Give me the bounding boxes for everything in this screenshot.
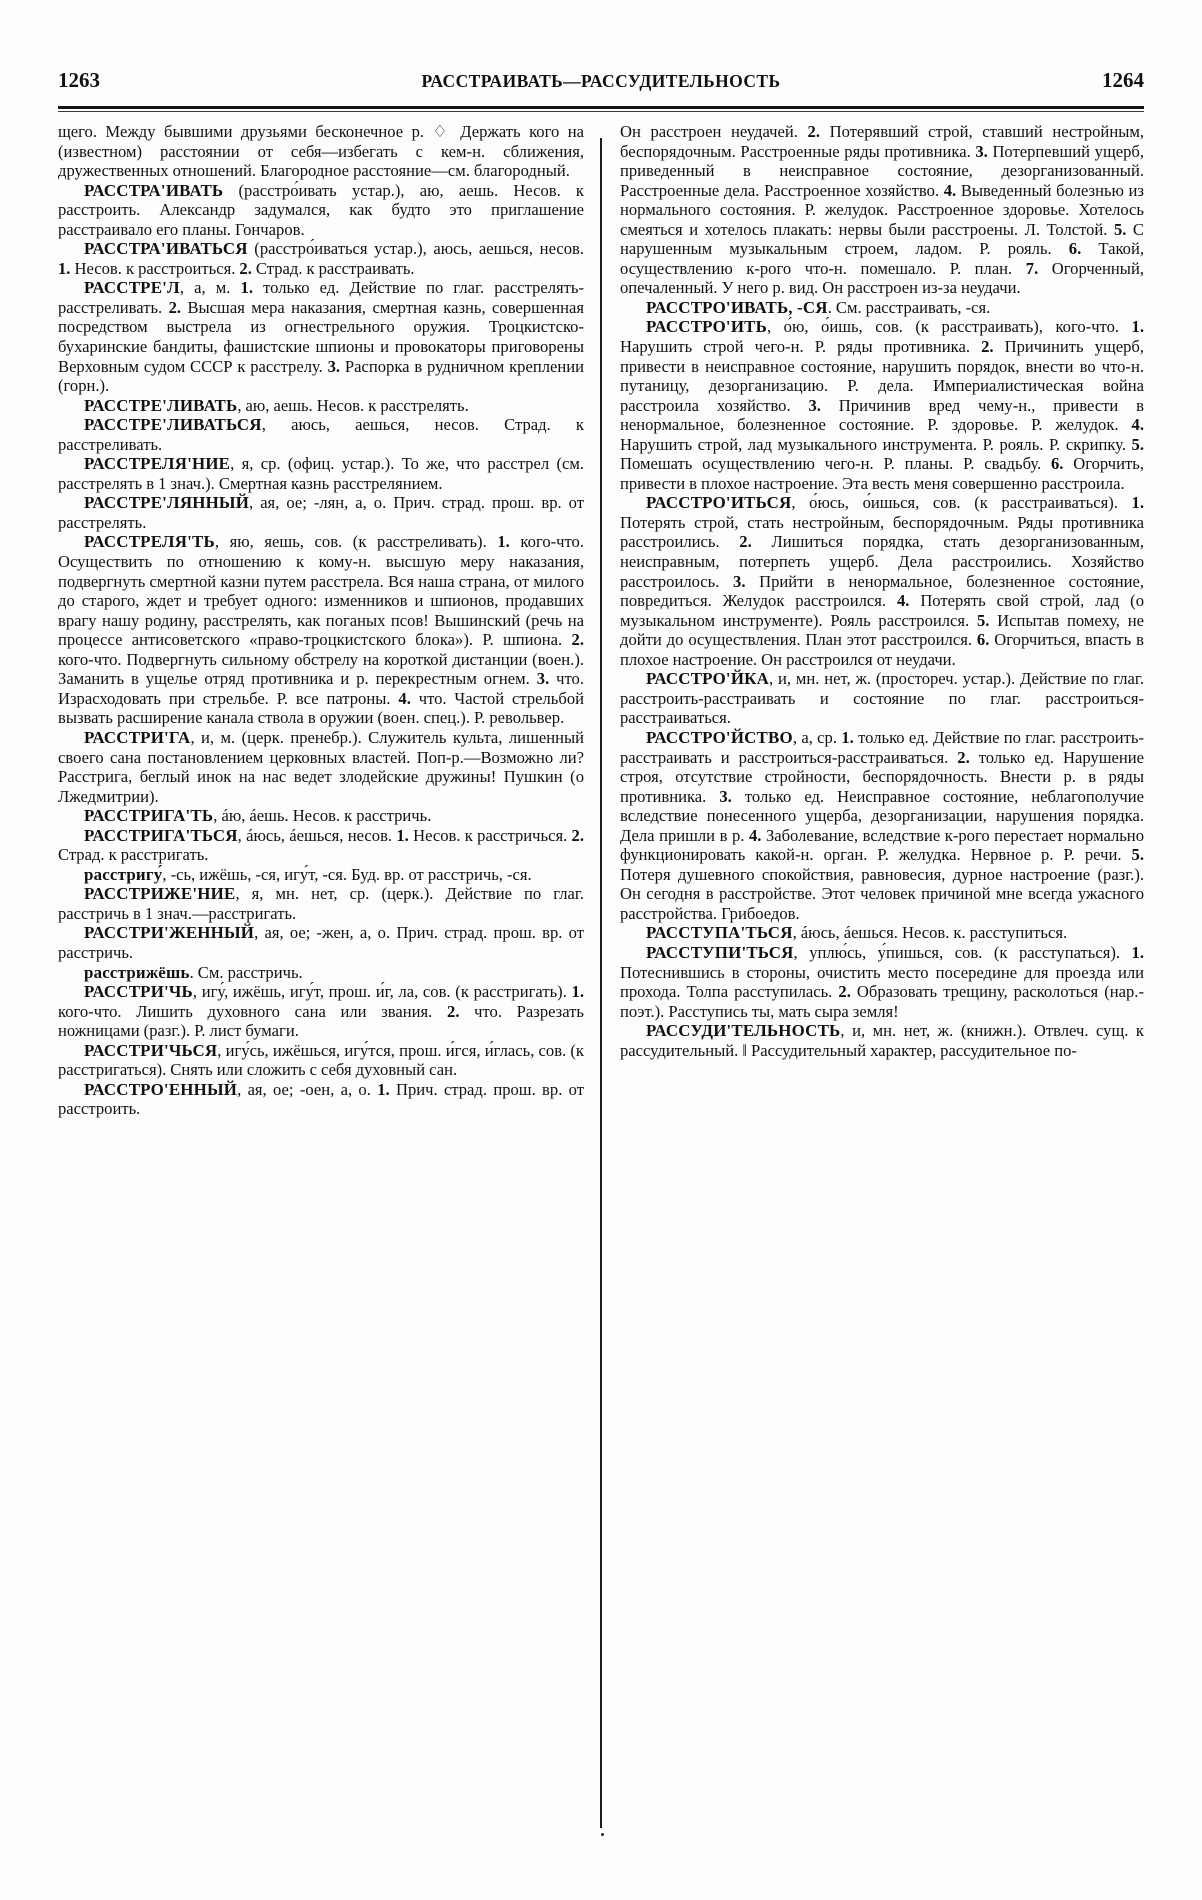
dictionary-entry: РАССТРЕ'Л, а, м. 1. только ед. Действие по глаг. расстрелять-расстреливать. 2. Высшая мера наказания, смертная казнь, совершенная посредством выстрела из огнестрельного оружия. Троцкистско-бухаринские бандиты, фашистские шпионы и провокаторы приговорены Верховным судом СССР к расстрелу. 3. Распорка в рудничном креплении (горн.). (58, 278, 584, 396)
header-rule-thick (58, 106, 1144, 109)
dictionary-entry: РАССТРО'ИТЬ, о́ю, о́ишь, сов. (к расстраивать), кого-что. 1. Нарушить строй чего-н. Р. ряды противника. 2. Причинить ущерб, привести в неисправное состояние, нарушить порядок, внести во что-н. путаницу, дезорганизацию. Р. дела. Империалистическая война расстроила хозяйство. 3. Причинив вред чему-н., привести в ненормальное, болезненное состояние. Р. здоровье. Р. желудок. 4. Нарушить строй, лад музыкального инструмента. Р. рояль. Р. скрипку. 5. Помешать осуществлению чего-н. Р. планы. Р. свадьбу. 6. Огорчить, привести в плохое настроение. Эта весть меня совершенно расстроила. (620, 317, 1145, 493)
running-title: РАССТРАИВАТЬ—РАССУДИТЕЛЬНОСТЬ (421, 71, 781, 91)
dictionary-entry: РАССТРЕ'ЛИВАТЬ, аю, аешь. Несов. к расстрелять. (84, 395, 469, 415)
dictionary-entry: РАССТРО'ЙСТВО, а, ср. 1. только ед. Действие по глаг. расстроить-расстраивать и расстроиться-расстраиваться. 2. только ед. Нарушение строя, отсутствие стройности, беспорядочность. Внести р. в ряды противника. 3. только ед. Неисправное состояние, неблагополучие вследствие понесенного ущерба, дезорганизации, нарушения порядка. Дела пришли в р. 4. Заболевание, вследствие к-рого перестает нормально функционировать какой-н. орган. Р. желудка. Нервное р. Р. речи. 5. Потеря душевного спокойствия, равновесия, дурное настроение (разг.). Он сегодня в расстройстве. Этот человек причиной мне всегда ужасного расстройства. Грибоедов. (620, 727, 1144, 923)
dictionary-entry: РАССТРЕ'ЛИВАТЬСЯ, аюсь, аешься, несов. Страд. к расстреливать. (58, 415, 584, 454)
scan-artifact-dot (601, 1833, 604, 1836)
folio-left: 1263 (58, 68, 100, 92)
dictionary-entry: РАССТРИ'ГА, и, м. (церк. пренебр.). Служитель культа, лишенный своего сана постановлением церковных властей. Поп-р.—Возможно ли? Расстрига, беглый инок на нас ведет злодейские дружины! Пушкин (о Лжедмитрии). (58, 727, 584, 806)
dictionary-entry: РАССТРО'ЙКА, и, мн. нет, ж. (простореч. устар.). Действие по глаг. расстроить-расстраивать и состояние по глаг. расстроиться-расстраиваться. (620, 669, 1144, 728)
dictionary-entry: РАССТРО'ЕННЫЙ, ая, ое; -оен, а, о. 1. Прич. страд. прош. вр. от расстроить. (58, 1079, 584, 1119)
dictionary-entry: РАССТРА'ИВАТЬСЯ (расстро́иваться устар.), аюсь, аешься, несов. 1. Несов. к расстроиться. 2. Страд. к расстраивать. (58, 239, 584, 278)
dictionary-entry: РАССТРИГА'ТЬ, áю, áешь. Несов. к расстричь. (84, 806, 432, 826)
dictionary-entry: РАССТРЕ'ЛЯННЫЙ, ая, ое; -лян, а, о. Прич. страд. прош. вр. от расстрелять. (58, 493, 584, 532)
dictionary-entry: РАССТРО'ИВАТЬ, -СЯ. См. расстраивать, -ся. (646, 297, 991, 317)
header-rule-thin (58, 111, 1144, 112)
page-masthead (58, 68, 1144, 102)
dictionary-entry: РАССТРИ'ЧЬ, игу́, ижёшь, игу́т, прош. и́г, ла, сов. (к расстригать). 1. кого-что. Лишить духовного сана или звания. 2. что. Разрезать ножницами (разг.). Р. лист бумаги. (58, 982, 584, 1041)
right-column (601, 122, 1144, 1840)
dictionary-entry: РАССУДИ'ТЕЛЬНОСТЬ, и, мн. нет, ж. (книжн.). Отвлеч. сущ. к рассудительный. ‖ Рассудительный характер, рассудительное по- (620, 1021, 1144, 1060)
folio-right: 1264 (1102, 68, 1144, 92)
entry-continuation: щего. Между бывшими друзьями бесконечное р. ♢ Держать кого на (известном) расстоянии от себя—избегать с кем-н. сближения, дружественных отношений. Благородное расстояние—см. благородный. (58, 122, 584, 181)
left-column (58, 122, 601, 1840)
dictionary-entry: расстрижёшь. См. расстричь. (84, 962, 303, 982)
dictionary-entry: РАССТРИ'ЧЬСЯ, игу́сь, ижёшься, игу́тся, прош. и́гся, и́глась, сов. (к расстригаться). Снять или сложить с себя духовный сан. (58, 1040, 584, 1080)
dictionary-entry: РАССТРЕЛЯ'НИЕ, я, ср. (офиц. устар.). То же, что расстрел (см. расстрелять в 1 знач.). Смертная казнь расстрелянием. (58, 454, 584, 493)
dictionary-entry: РАССТРА'ИВАТЬ (расстро́ивать устар.), аю, аешь. Несов. к расстроить. Александр задумался, как будто это приглашение расстраивало его планы. Гончаров. (58, 180, 584, 239)
dictionary-entry: РАССТРО'ИТЬСЯ, о́юсь, о́ишься, сов. (к расстраиваться). 1. Потерять строй, стать нестройным, беспорядочным. Ряды противника расстроились. 2. Лишиться порядка, стать дезорганизованным, неисправным, потерпеть ущерб. Дела расстроились. Хозяйство расстроилось. 3. Прийти в ненормальное, болезненное состояние, повредиться. Желудок расстроился. 4. Потерять свой строй, лад (о музыкальном инструменте). Рояль расстроился. 5. Испытав помеху, не дойти до осуществления. План этот расстроился. 6. Огорчиться, впасть в плохое настроение. Он расстроился от неудачи. (620, 493, 1144, 669)
dictionary-entry: расстригу́, -сь, ижёшь, -ся, игу́т, -ся. Буд. вр. от расстричь, -ся. (84, 864, 532, 884)
dictionary-entry: РАССТРЕЛЯ'ТЬ, яю, яешь, сов. (к расстреливать). 1. кого-что. Осуществить по отношению к кому-н. высшую меру наказания, подвергнуть смертной казни путем расстрела. Вся наша страна, от милого до старого, ждет и требует одного: изменников и шпионов, продавших врагу нашу родину, расстрелять, как поганых псов! Вышинский (речь на процессе антисоветского «право-троцкистского блока»). Р. шпиона. 2. кого-что. Подвергнуть сильному обстрелу на короткой дистанции (воен.). Заманить в ущелье отряд противника и р. перекрестным огнем. 3. что. Израсходовать при стрельбе. Р. все патроны. 4. что. Частой стрельбой вызвать расширение канала ствола в оружии (воен. спец.). Р. револьвер. (58, 532, 585, 728)
dictionary-entry: РАССТРИ'ЖЕННЫЙ, ая, ое; -жен, а, о. Прич. страд. прош. вр. от расстричь. (58, 923, 584, 962)
dictionary-entry: РАССТРИЖЕ'НИЕ, я, мн. нет, ср. (церк.). Действие по глаг. расстричь в 1 знач.—расстригать. (58, 884, 584, 923)
dictionary-entry: РАССТУПИ'ТЬСЯ, уплю́сь, у́пишься, сов. (к расступаться). 1. Потеснившись в стороны, очистить место посередине для проезда или прохода. Толпа расступилась. 2. Образовать трещину, расколоться (нар.-поэт.). Расступись ты, мать сыра земля! (620, 942, 1144, 1021)
dictionary-entry: РАССТУПА'ТЬСЯ, áюсь, áешься. Несов. к. расступиться. (646, 923, 1068, 943)
dictionary-entry: РАССТРИГА'ТЬСЯ, áюсь, áешься, несов. 1. Несов. к расстричься. 2. Страд. к расстригать. (58, 825, 584, 865)
entry-continuation: Он расстроен неудачей. 2. Потерявший строй, ставший нестройным, беспорядочным. Расстроенные ряды противника. 3. Потерпевший ущерб, приведенный в неисправное состояние, дезорганизованный. Расстроенные дела. Расстроенное хозяйство. 4. Выведенный болезнью из нормального состояния. Р. желудок. Расстроенное здоровье. Хотелось смеяться и хотелось плакать: нервы были расстроены. Л. Толстой. 5. С нарушенным музыкальным строем, ладом. Р. рояль. 6. Такой, осуществлению к-рого что-н. помешало. Р. план. 7. Огорченный, опечаленный. У него р. вид. Он расстроен из-за неудачи. (620, 122, 1144, 298)
columns-container (58, 122, 1144, 1840)
